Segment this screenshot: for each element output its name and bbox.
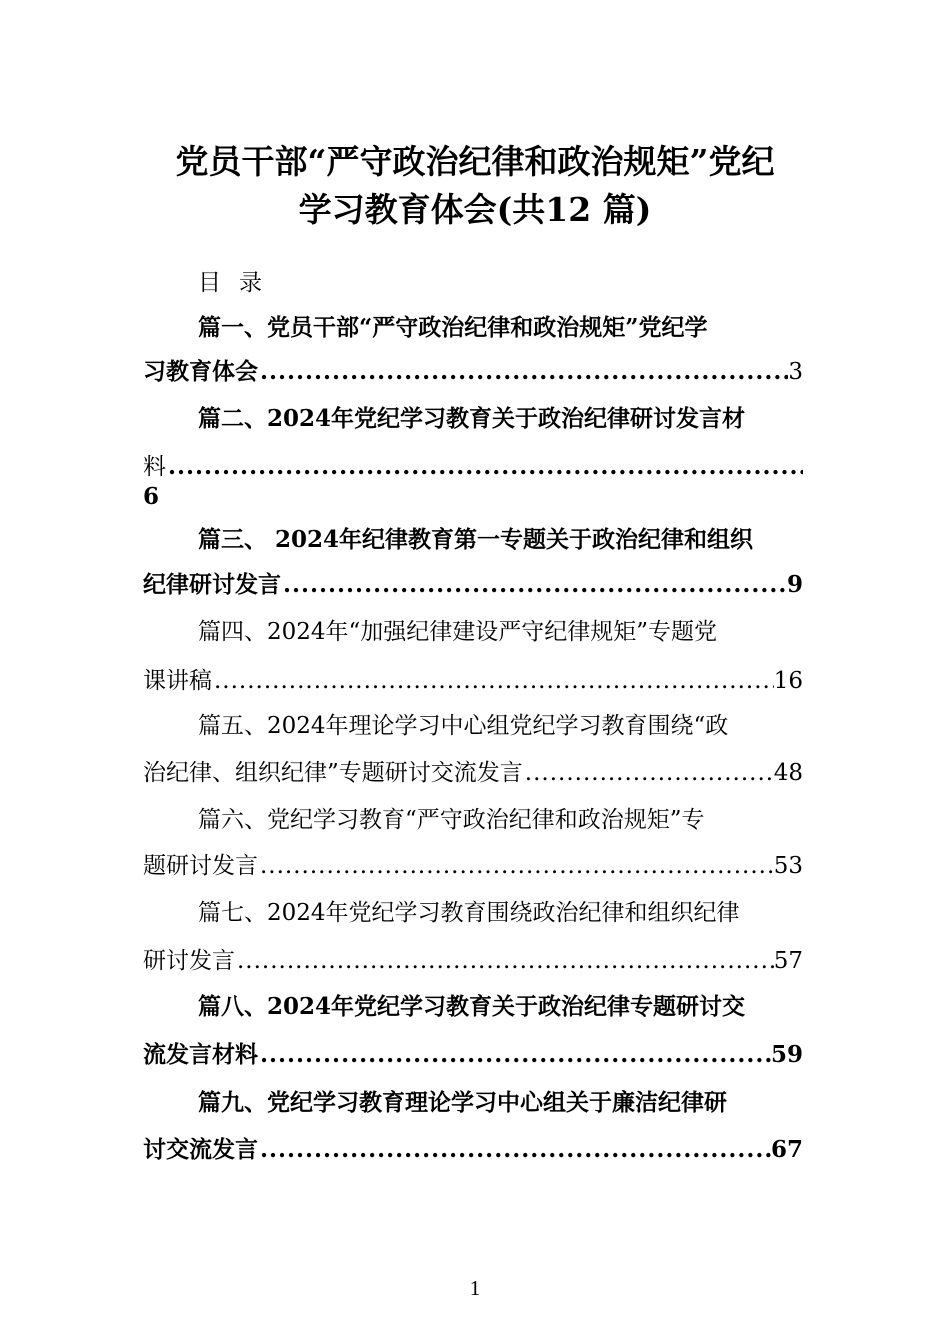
- toc-entry-6-page: 53: [773, 853, 803, 879]
- toc-entry-2-page: 6: [143, 483, 160, 510]
- toc-entry-5-leader: [523, 758, 774, 788]
- toc-entry-1-leader: [258, 357, 788, 387]
- toc-entry-4-line-2[interactable]: [143, 666, 803, 696]
- toc-entry-5-line-2[interactable]: [143, 758, 803, 788]
- toc-entry-8-line-2[interactable]: [143, 1040, 803, 1070]
- toc-entry-6-line-2[interactable]: [143, 851, 803, 881]
- toc-entry-9-page: 67: [770, 1136, 803, 1163]
- toc-entry-3-line-2[interactable]: [143, 570, 803, 600]
- toc-entry-9-leader: [258, 1135, 771, 1165]
- document-title: [0, 138, 950, 234]
- toc-entry-9-line-1[interactable]: 篇九、党纪学习教育理论学习中心组关于廉洁纪律研: [198, 1089, 727, 1116]
- toc-entry-7-page: 57: [773, 948, 803, 974]
- toc-entry-5-title-end: 治纪律、组织纪律”专题研讨交流发言: [143, 760, 523, 786]
- toc-entry-1-page: 3: [788, 359, 803, 385]
- document-title-line-2: 学习教育体会(共12 篇): [298, 190, 652, 229]
- toc-entry-4-leader: [212, 666, 774, 696]
- toc-entry-7-title-end: 研讨发言: [143, 948, 235, 974]
- toc-entry-2-line-2[interactable]: [143, 452, 803, 482]
- toc-entry-1-title-end: 习教育体会: [143, 358, 258, 385]
- toc-entry-4-page: 16: [773, 668, 803, 694]
- toc-entry-4-line-1[interactable]: 篇四、2024年“加强纪律建设严守纪律规矩”专题党: [198, 619, 718, 645]
- toc-heading: 目录: [198, 270, 280, 296]
- toc-entry-3-leader: [281, 570, 787, 600]
- toc-entry-9-title-end: 讨交流发言: [143, 1136, 258, 1163]
- toc-entry-1-line-2[interactable]: [143, 357, 803, 387]
- toc-entry-2-title-end: 料: [143, 454, 166, 480]
- toc-entry-3-title-end: 纪律研讨发言: [143, 571, 281, 598]
- toc-entry-1-line-1[interactable]: 篇一、党员干部“严守政治纪律和政治规矩”党纪学: [198, 314, 708, 341]
- toc-entry-2-leader: [166, 452, 803, 482]
- toc-entry-7-leader: [235, 946, 774, 976]
- toc-entry-6-title-end: 题研讨发言: [143, 853, 258, 879]
- toc-entry-7-line-1[interactable]: 篇七、2024年党纪学习教育围绕政治纪律和组织纪律: [198, 900, 740, 926]
- toc-entry-5-page: 48: [773, 760, 803, 786]
- toc-entry-4-title-end: 课讲稿: [143, 668, 212, 694]
- toc-entry-6-leader: [258, 851, 774, 881]
- toc-entry-3-page: 9: [786, 571, 803, 598]
- toc-entry-6-line-1[interactable]: 篇六、党纪学习教育“严守政治纪律和政治规矩”专: [198, 807, 705, 833]
- document-title-line-1: 党员干部“严守政治纪律和政治规矩”党纪: [175, 142, 775, 181]
- toc-entry-5-line-1[interactable]: 篇五、2024年理论学习中心组党纪学习教育围绕“政: [198, 713, 729, 739]
- toc-entry-7-line-2[interactable]: [143, 946, 803, 976]
- toc-entry-8-line-1[interactable]: 篇八、2024年党纪学习教育关于政治纪律专题研讨交: [198, 993, 746, 1020]
- toc-entry-8-title-end: 流发言材料: [143, 1041, 258, 1068]
- toc-entry-8-leader: [258, 1040, 771, 1070]
- toc-entry-8-page: 59: [770, 1041, 803, 1068]
- toc-entry-2-line-1[interactable]: 篇二、2024年党纪学习教育关于政治纪律研讨发言材: [198, 405, 746, 432]
- toc-entry-9-line-2[interactable]: [143, 1135, 803, 1165]
- page-number: 1: [469, 1276, 481, 1300]
- toc-entry-3-line-1[interactable]: 篇三、 2024年纪律教育第一专题关于政治纪律和组织: [198, 526, 754, 553]
